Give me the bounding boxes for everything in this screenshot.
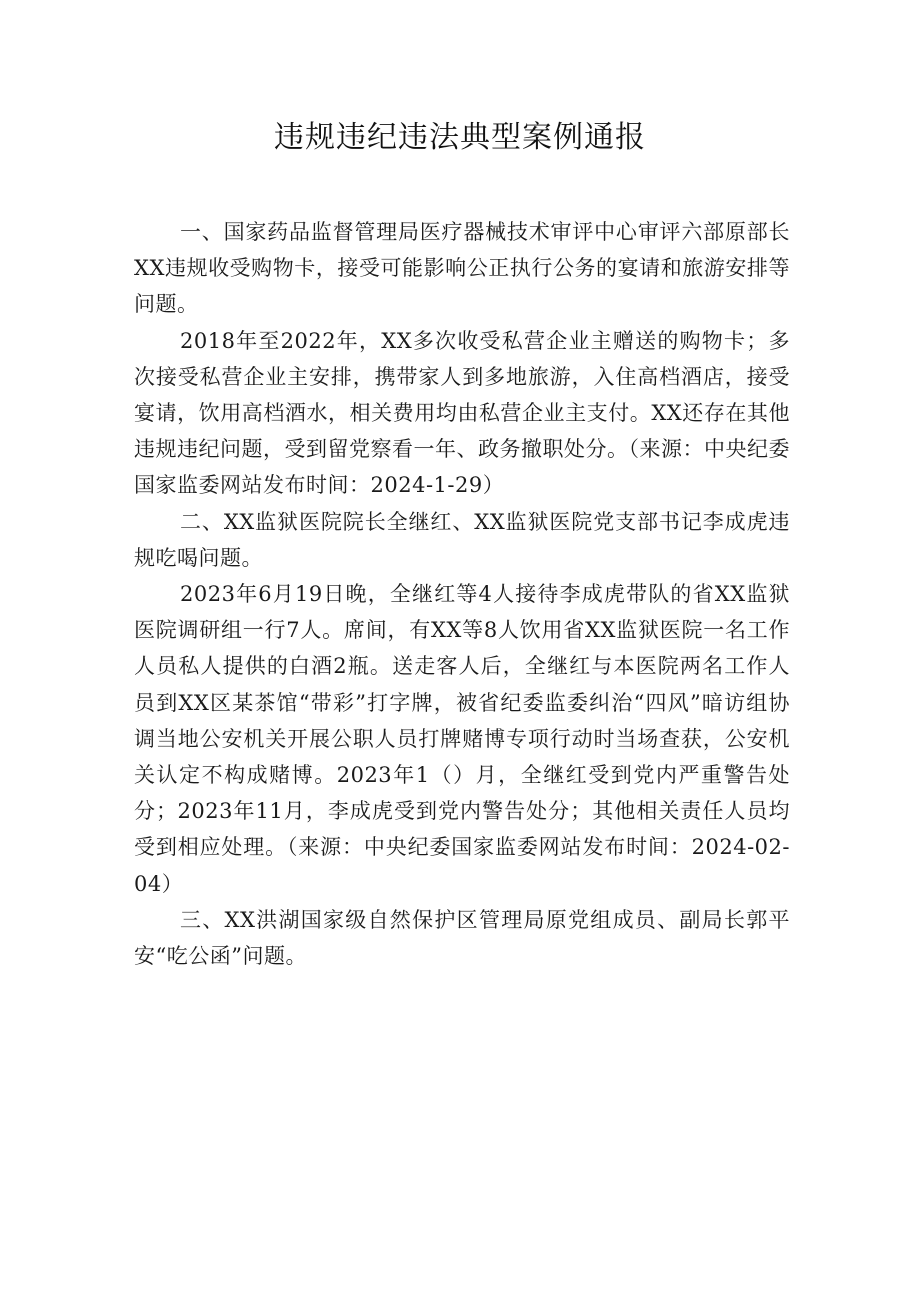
- document-title: 违规违纪违法典型案例通报: [274, 120, 646, 155]
- case-1-heading: 一、国家药品监督管理局医疗器械技术审评中心审评六部原部长XX违规收受购物卡，接受可能影响公正执行公务的宴请和旅游安排等问题。: [134, 220, 790, 317]
- case-2-heading: 二、XX监狱医院院长全继红、XX监狱医院党支部书记李成虎违规吃喝问题。: [134, 509, 790, 570]
- case-1-details: 2018年至2022年，XX多次收受私营企业主赠送的购物卡；多次接受私营企业主安排，携带家人到多地旅游，入住高档酒店，接受宴请，饮用高档酒水，相关费用均由私营企业主支付。XX还存在其他违规违纪问题，受到留党察看一年、政务撤职处分。（来源：中央纪委国家监委网站发布时间：2024-1-29）: [134, 328, 790, 498]
- case-2-details: 2023年6月19日晚，全继红等4人接待李成虎带队的省XX监狱医院调研组一行7人。席间，有XX等8人饮用省XX监狱医院一名工作人员私人提供的白酒2瓶。送走客人后，全继红与本医院两名工作人员到XX区某茶馆“带彩”打字牌，被省纪委监委纠治“四风”暗访组协调当地公安机关开展公职人员打牌赌博专项行动时当场查获，公安机关认定不构成赌博。2023年1（）月，全继红受到党内严重警告处分；2023年11月，李成虎受到党内警告处分；其他相关责任人员均受到相应处理。（来源：中央纪委国家监委网站发布时间：2024-02-04）: [134, 582, 790, 896]
- case-3-heading: 三、XX洪湖国家级自然保护区管理局原党组成员、副局长郭平安“吃公函”问题。: [134, 907, 790, 969]
- document-body: [134, 214, 790, 974]
